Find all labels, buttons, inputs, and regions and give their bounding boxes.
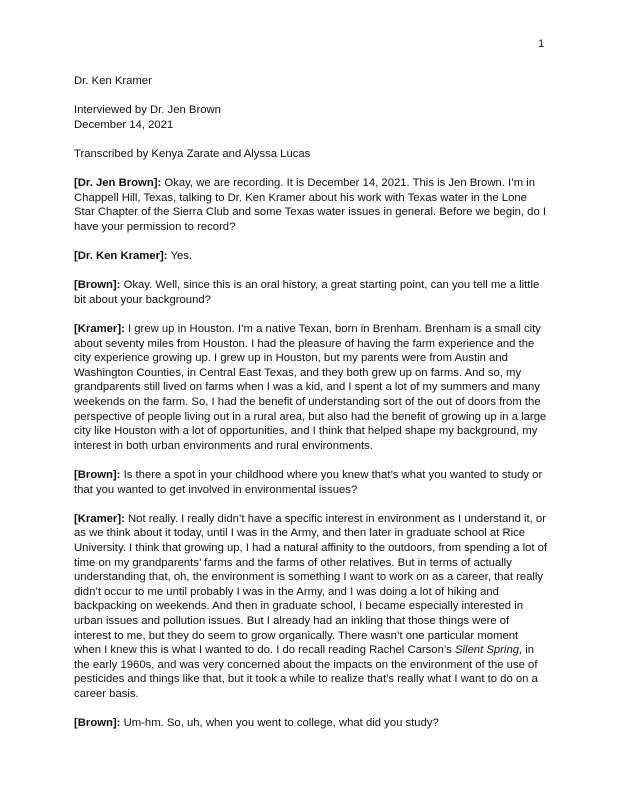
narrator-name-text: Dr. Ken Kramer [74,75,152,87]
book-title: Silent Spring [454,644,520,657]
transcript-body [74,74,548,745]
paragraph-text: Is there a spot in your childhood where you knew that’s what you wanted to study or that you wanted to get involved in environmental issues? [74,469,543,496]
transcript-paragraph-6 [74,512,548,702]
speaker-label: [Brown]: [74,279,121,292]
transcript-paragraph-2 [74,249,548,264]
paragraph-text: I grew up in Houston. I’m a native Texan, born in Brenham. Brenham is a small city about seventy miles from Houston. I had the pleasure of having the farm experience and the city experience growing up. I grew up in Houston, but my parents were from Austin and Washington Counties, in Central East Texas, and they both grew up on farms. And so, my grandparents still lived on farms when I was a kid, and I spent a lot of my summers and many weekends on the farm. So, I had the benefit of understanding sort of the out of doors from the perspective of people living out in a rural area, but also had the benefit of growing up in a large city like Houston with a lot of opportunities, and I think that helped shape my background, my interest in both urban environments and rural environments. [74,323,547,452]
paragraph-text-after: , in the early 1960s, and was very concerned about the impacts on the environment of the use of pesticides and things like that, but it took a while to realize that’s really what I want to do on a career basis. [74,644,538,700]
paragraph-text: Yes. [167,250,193,263]
paragraph-text-before: Not really. I really didn’t have a specific interest in environment as I understand it, or as we think about it today, until I was in the Army, and then later in graduate school at Rice University. I think that growing up, I had a natural affinity to the outdoors, from spending a lot of time on my grandparents’ farms and the farms of other relatives. But in terms of actually understanding that, oh, the environment is something I want to work on as a career, that really didn’t occur to me until probably I was in the Army, and I was doing a lot of hiking and backpacking on weekends. And then in graduate school, I became especially interested in urban issues and pollution issues. But I already had an inkling that those things were of interest to me, but they do seem to grow organically. There wasn’t one particular moment when I knew this is what I wanted to do. I do recall reading Rachel Carson’s [74,512,548,657]
paragraph-text: Um-hm. So, uh, when you went to college, what did you study? [120,717,439,730]
transcriber-text: Transcribed by Kenya Zarate and Alyssa Lucas [74,147,311,160]
speaker-label: [Dr. Jen Brown]: [74,177,162,190]
speaker-label: [Brown]: [74,469,121,482]
transcript-paragraph-4 [74,322,548,453]
page-number: 1 [538,38,545,50]
interview-info [74,103,548,132]
speaker-label: [Kramer]: [74,512,125,525]
speaker-label: [Brown]: [74,717,121,730]
paragraph-text: Okay. Well, since this is an oral history, a great starting point, can you tell me a little bit about your background? [74,279,540,306]
transcript-paragraph-3 [74,278,548,307]
transcriber-credit [74,147,548,162]
paragraph-text: Okay, we are recording. It is December 14, 2021. This is Jen Brown. I’m in Chappell Hill, Texas, talking to Dr. Ken Kramer about his work with Texas water in the Lone Star Chapter of the Sierra Club and some Texas water issues in general. Before we begin, do I have your permission to record? [74,177,547,233]
speaker-label: [Kramer]: [74,323,125,336]
speaker-label: [Dr. Ken Kramer]: [74,250,168,263]
narrator-name [74,74,548,89]
transcript-paragraph-7 [74,716,548,731]
interviewer-line: Interviewed by Dr. Jen Brown [74,104,221,117]
interview-date: December 14, 2021 [74,118,174,131]
transcript-paragraph-1 [74,176,548,234]
transcript-paragraph-5 [74,468,548,497]
